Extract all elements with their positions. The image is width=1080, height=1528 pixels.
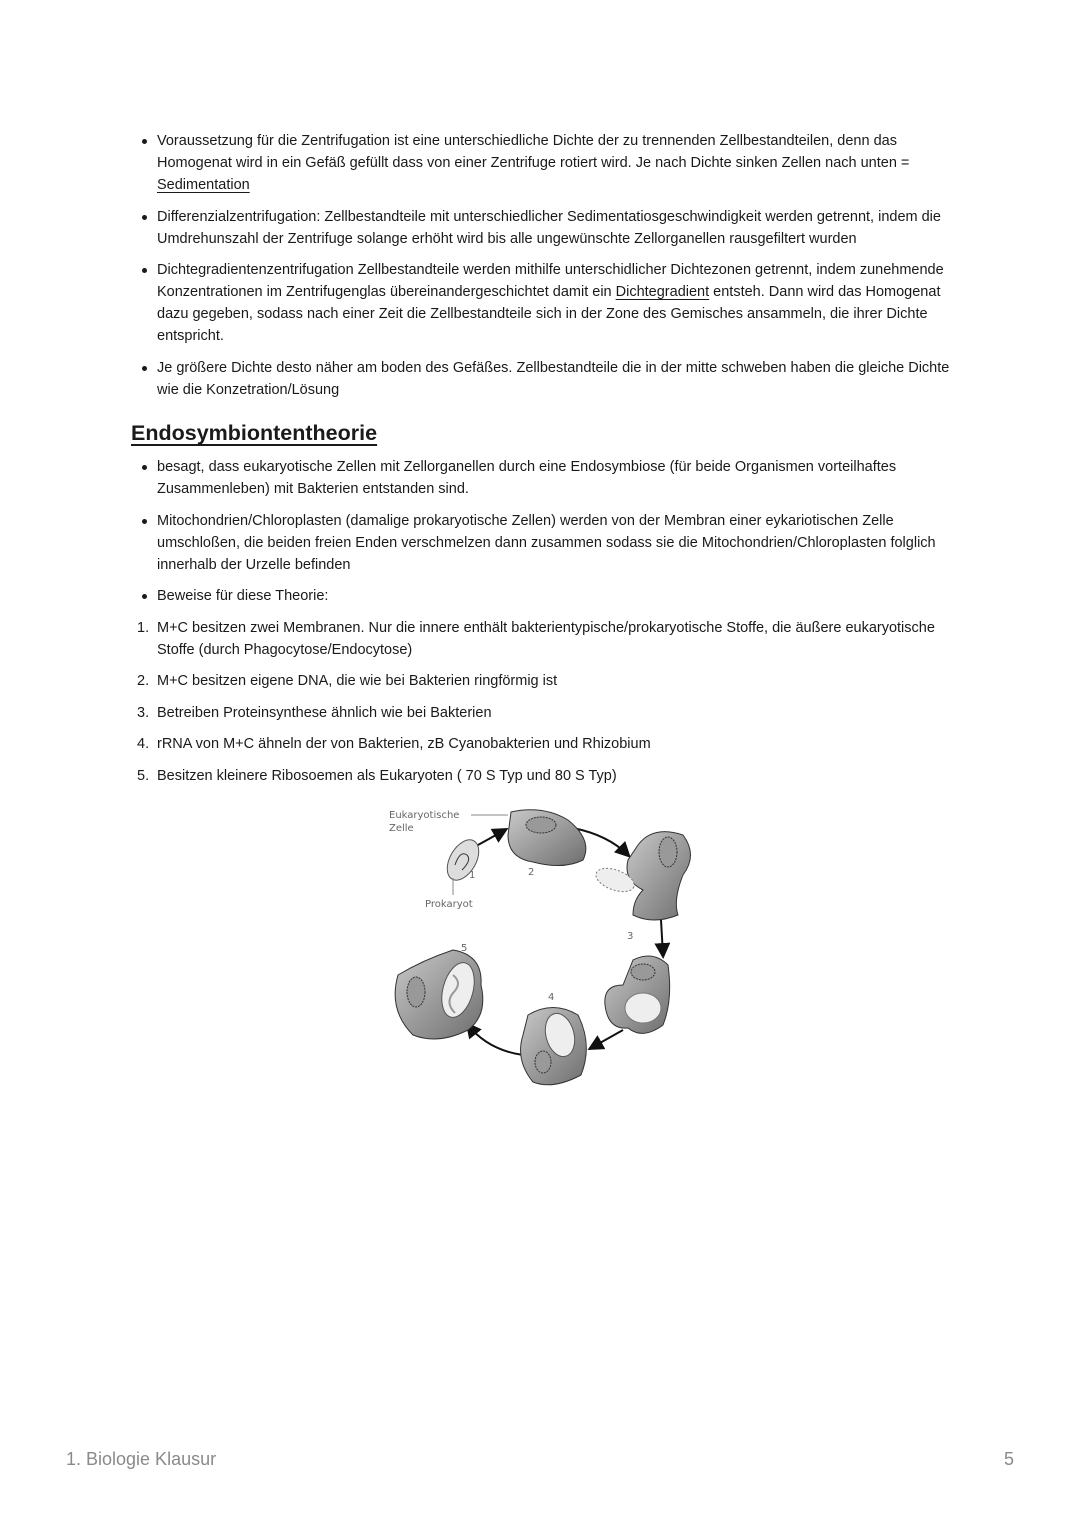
text: Je größere Dichte desto näher am boden des Gefäßes. Zellbestandteile die in der mitte schweben haben die gleiche Dichte wie die Konzetration/Lösung bbox=[157, 359, 950, 398]
numbered-item bbox=[131, 617, 961, 661]
list-item: besagt, dass eukaryotische Zellen mit Zellorganellen durch eine Endosymbiose (für beide Organismen vorteilhaftes Zusammenleben) mit Bakterien entstanden sind. bbox=[131, 456, 961, 500]
item-number: 2. bbox=[137, 673, 150, 689]
endosymbiosis-diagram bbox=[383, 800, 713, 1090]
step-number: 4 bbox=[548, 992, 555, 1003]
item-text: Besitzen kleinere Ribosoemen als Eukaryoten ( 70 S Typ und 80 S Typ) bbox=[157, 767, 617, 784]
cell-stage-4-top bbox=[605, 956, 670, 1033]
item-text: Betreiben Proteinsynthese ähnlich wie bei Bakterien bbox=[157, 704, 492, 721]
list-item: Mitochondrien/Chloroplasten (damalige prokaryotische Zellen) werden von der Membran einer eykariotischen Zelle umschloßen, die beiden freien Enden verschmelzen dann zusammen sodass sie die Mitochondrien/Chloroplasten folglich innerhalb der Urzelle befinden bbox=[131, 510, 961, 576]
section-heading: Endosymbiontentheorie bbox=[131, 421, 378, 445]
item-text: M+C besitzen zwei Membranen. Nur die innere enthält bakterientypische/prokaryotische Stoffe, die äußere eukaryotische Stoffe (durch Phagocytose/Endocytose) bbox=[157, 619, 935, 658]
item-number: 3. bbox=[137, 704, 150, 721]
numbered-item bbox=[131, 702, 961, 724]
endosymbiont-section bbox=[131, 456, 961, 796]
numbered-item bbox=[131, 765, 961, 787]
list-item bbox=[131, 259, 961, 347]
step-number: 2 bbox=[528, 867, 535, 878]
text: Voraussetzung für die Zentrifugation ist eine unterschiedliche Dichte der zu trennenden Zellbestandteilen, denn das Homogenat wird in ein Gefäß gefüllt dass von einer Zentrifuge rotiert wird. Je nach Dichte sinken Zellen nach unten = bbox=[157, 133, 910, 171]
item-number: 5. bbox=[137, 767, 150, 784]
item-number: 1. bbox=[137, 619, 150, 636]
cell-stage-3 bbox=[593, 832, 691, 920]
text: entsteh. Dann wird das Homogenat dazu gegeben, sodass nach einer Zeit die Zellbestandteile sich in der Zone des Gemisches ansammeln, die ihrer Dichte entspricht. bbox=[157, 284, 941, 344]
centrifugation-section bbox=[131, 130, 961, 410]
numbered-item bbox=[131, 670, 961, 692]
numbered-item bbox=[131, 733, 961, 755]
step-number: 5 bbox=[461, 943, 468, 954]
term-dichtegradient: Dichtegradient bbox=[615, 284, 710, 300]
list-item bbox=[131, 130, 961, 196]
list-item: Beweise für diese Theorie: bbox=[131, 585, 961, 607]
page-number: 5 bbox=[1004, 1449, 1015, 1469]
item-text: M+C besitzen eigene DNA, die wie bei Bakterien ringförmig ist bbox=[157, 673, 558, 689]
label-prokaryote: Prokaryot bbox=[425, 899, 473, 910]
prokaryote-cell bbox=[441, 834, 486, 885]
footer-title: 1. Biologie Klausur bbox=[66, 1449, 217, 1469]
item-number: 4. bbox=[137, 736, 150, 752]
cell-stage-5 bbox=[395, 950, 483, 1039]
text: Differenzialzentrifugation: Zellbestandteile mit unterschiedlicher Sedimentatiosgeschwindigkeit werden getrennt, indem die Umdrehunszahl der Zentrifuge solange erhöht wird bis alle ungewünschte Zellorganellen rausgefiltert wurden bbox=[157, 208, 941, 247]
term-sedimentation: Sedimentation bbox=[157, 177, 250, 193]
item-text: rRNA von M+C ähneln der von Bakterien, zB Cyanobakterien und Rhizobium bbox=[157, 736, 651, 752]
list-item bbox=[131, 206, 961, 250]
text: Dichtegradientenzentrifugation Zellbestandteile werden mithilfe unterschidlicher Dichtezonen getrennt, indem zunehmende Konzentrationen im Zentrifugenglas übereinandergeschichtet damit ein bbox=[157, 262, 944, 300]
list-item bbox=[131, 357, 961, 401]
cell-stage-2 bbox=[508, 810, 586, 866]
step-number: 3 bbox=[627, 931, 634, 942]
label-eukaryote-cell: Zelle bbox=[389, 823, 414, 834]
step-number: 1 bbox=[469, 870, 476, 881]
cell-stage-4 bbox=[521, 1008, 587, 1085]
label-eukaryote: Eukaryotische bbox=[389, 810, 460, 821]
